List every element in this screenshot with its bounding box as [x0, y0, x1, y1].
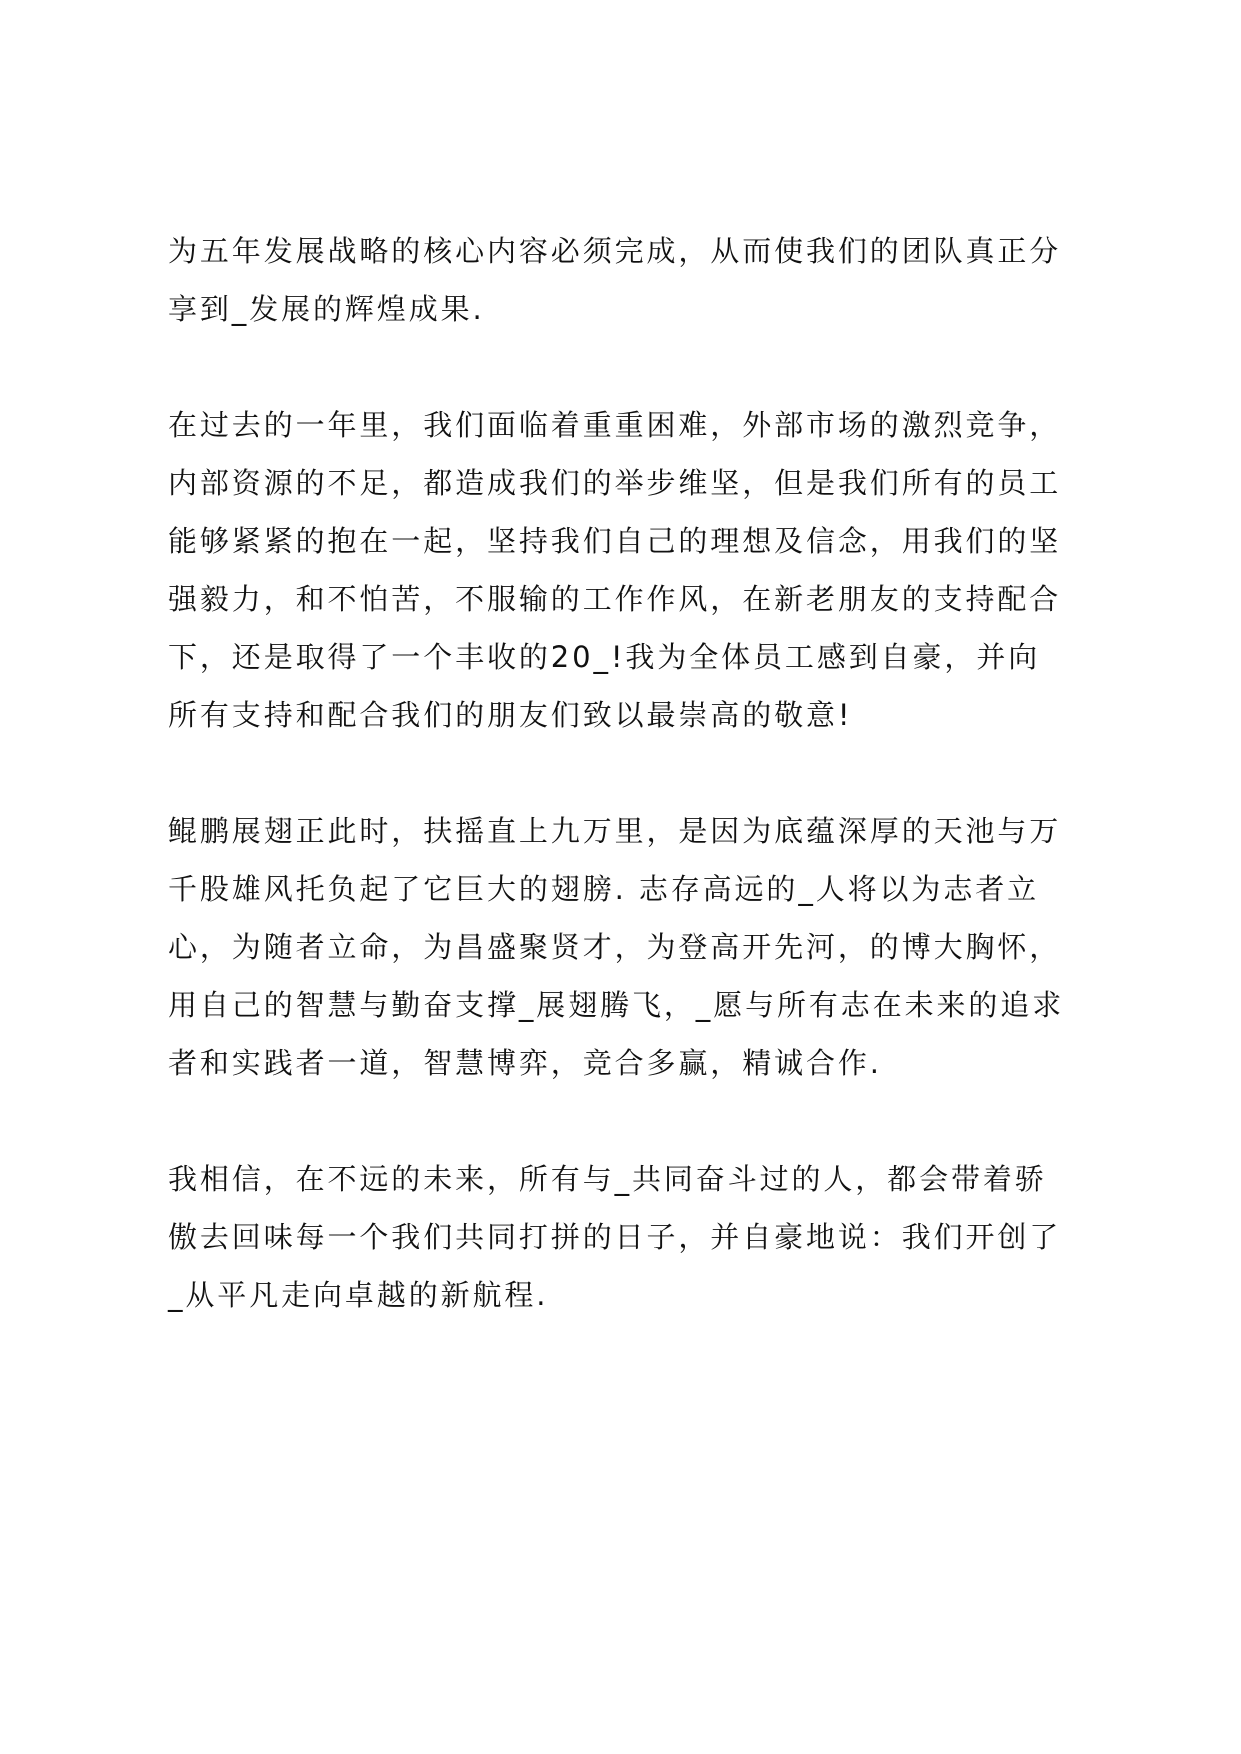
text-line: 为五年发展战略的核心内容必须完成，从而使我们的团队真正分 [168, 234, 1062, 268]
document-body [168, 222, 1098, 1324]
text-line: 心，为随者立命，为昌盛聚贤才，为登高开先河，的博大胸怀， [168, 930, 1062, 964]
paragraph-future [168, 1150, 1098, 1324]
paragraph-vision [168, 802, 1098, 1092]
text-line: 我相信，在不远的未来，所有与_共同奋斗过的人，都会带着骄 [168, 1162, 1047, 1196]
text-line: 用自己的智慧与勤奋支撑_展翅腾飞，_愿与所有志在未来的追求 [168, 988, 1065, 1022]
text-line: 鲲鹏展翅正此时，扶摇直上九万里，是因为底蕴深厚的天池与万 [168, 814, 1062, 848]
text-line: 所有支持和配合我们的朋友们致以最崇高的敬意! [168, 698, 853, 732]
text-line: _从平凡走向卓越的新航程. [168, 1278, 549, 1312]
text-line: 傲去回味每一个我们共同打拼的日子，并自豪地说：我们开创了 [168, 1220, 1062, 1254]
text-line: 在过去的一年里，我们面临着重重困难，外部市场的激烈竞争， [168, 408, 1062, 442]
text-line: 下，还是取得了一个丰收的20_!我为全体员工感到自豪，并向 [168, 640, 1041, 674]
text-line: 千股雄风托负起了它巨大的翅膀. 志存高远的_人将以为志者立 [168, 872, 1040, 906]
text-line: 内部资源的不足，都造成我们的举步维坚，但是我们所有的员工 [168, 466, 1062, 500]
text-line: 强毅力，和不怕苦，不服输的工作作风，在新老朋友的支持配合 [168, 582, 1062, 616]
text-line: 者和实践者一道，智慧博弈，竞合多赢，精诚合作. [168, 1046, 882, 1080]
text-line: 享到_发展的辉煌成果. [168, 292, 485, 326]
paragraph-strategy [168, 222, 1098, 338]
paragraph-past-year [168, 396, 1098, 744]
text-line: 能够紧紧的抱在一起，坚持我们自己的理想及信念，用我们的坚 [168, 524, 1062, 558]
